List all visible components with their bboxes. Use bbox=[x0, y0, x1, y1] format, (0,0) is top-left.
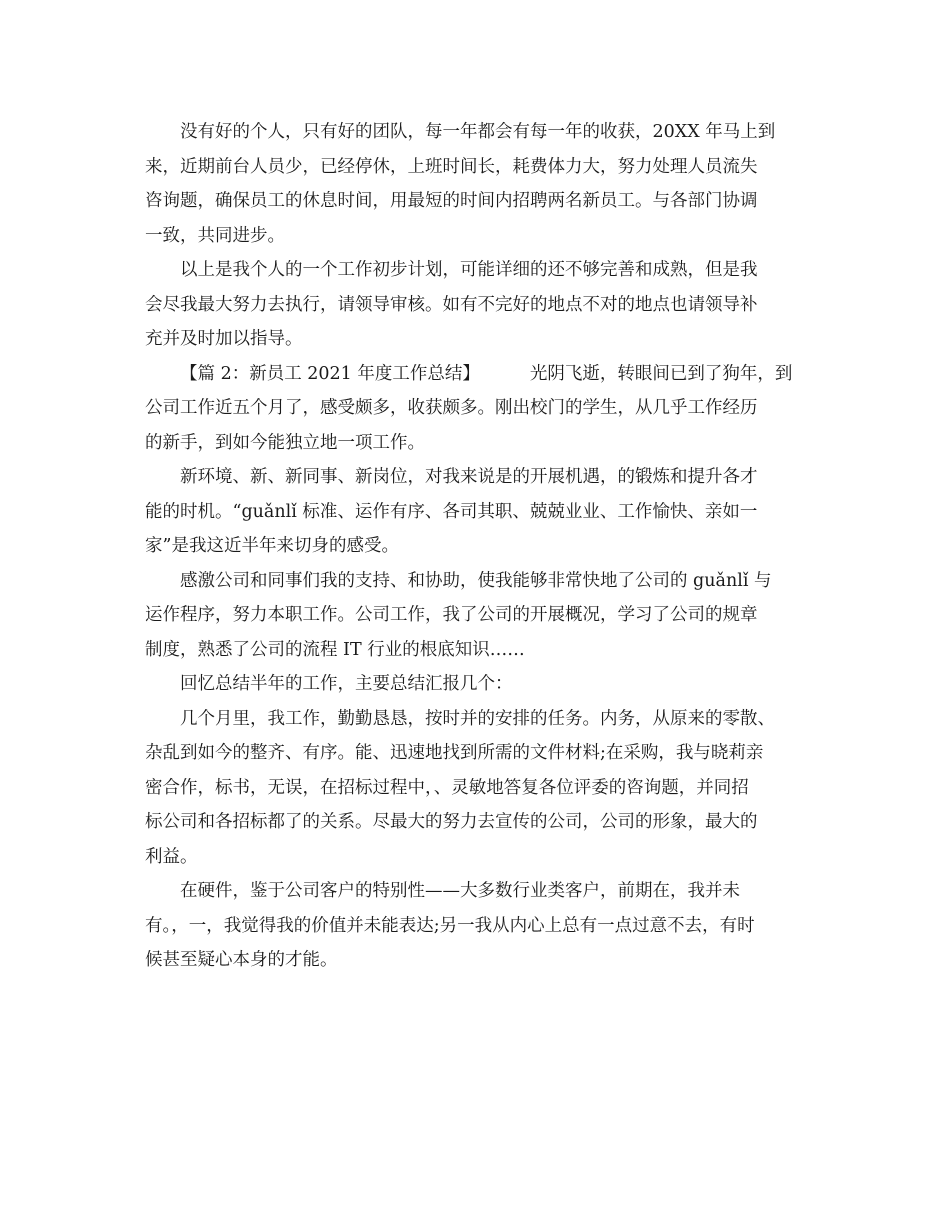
text-line: 一致，共同进步。 bbox=[145, 225, 285, 246]
paragraph-2 bbox=[145, 253, 815, 357]
paragraph-5 bbox=[145, 564, 815, 668]
document-body bbox=[145, 115, 815, 978]
section-heading: 【篇 2：新员工 2021 年度工作总结】 bbox=[180, 363, 480, 384]
paragraph-4 bbox=[145, 460, 815, 564]
text-line: 密合作，标书，无误，在招标过程中，、灵敏地答复各位评委的咨询题，并同招 bbox=[145, 777, 749, 798]
text-line: 咨询题，确保员工的休息时间，用最短的时间内招聘两名新员工。与各部门协调 bbox=[145, 191, 758, 211]
text-line: 在硬件，鉴于公司客户的特别性——大多数行业类客户，前期在，我并未 bbox=[180, 881, 740, 901]
paragraph-8 bbox=[145, 874, 815, 978]
section-heading-line bbox=[145, 357, 815, 392]
text-line: 的新手，到如今能独立地一项工作。 bbox=[145, 432, 425, 453]
text-line: 杂乱到如今的整齐、有序。能、迅速地找到所需的文件材料;在采购，我与晓莉亲 bbox=[145, 743, 764, 763]
paragraph-3 bbox=[145, 357, 815, 461]
text-line: 家”是我这近半年来切身的感受。 bbox=[145, 536, 399, 556]
text-line: 候甚至疑心本身的才能。 bbox=[145, 950, 338, 970]
text-line: 运作程序，努力本职工作。公司工作，我了公司的开展概况，学习了公司的规章 bbox=[145, 605, 758, 625]
text-line: 充并及时加以指导。 bbox=[145, 329, 303, 349]
text-line: 感激公司和同事们我的支持、和协助，使我能够非常快地了公司的 guǎnlǐ 与 bbox=[180, 570, 772, 591]
text-line: 新环境、新、新同事、新岗位，对我来说是的开展机遇，的锻炼和提升各才 bbox=[180, 467, 758, 487]
text-line: 有。，一，我觉得我的价值并未能表达;另一我从内心上总有一点过意不去，有时 bbox=[145, 915, 755, 936]
heading-tail-text: 光阴飞逝，转眼间已到了狗年，到 bbox=[529, 363, 793, 384]
text-line: 几个月里，我工作，勤勤恳恳，按时并的安排的任务。内务，从原来的零散、 bbox=[180, 708, 775, 729]
text-line: 回忆总结半年的工作，主要总结汇报几个： bbox=[180, 674, 513, 694]
text-line: 标公司和各招标都了的关系。尽最大的努力去宣传的公司，公司的形象，最大的 bbox=[145, 812, 758, 832]
text-line: 会尽我最大努力去执行，请领导审核。如有不完好的地点不对的地点也请领导补 bbox=[145, 294, 758, 315]
text-line: 制度，熟悉了公司的流程 IT 行业的根底知识…… bbox=[145, 639, 525, 660]
paragraph-7 bbox=[145, 702, 815, 875]
text-line: 没有好的个人，只有好的团队，每一年都会有每一年的收获，20XX 年马上到 bbox=[180, 122, 776, 142]
paragraph-1 bbox=[145, 115, 815, 253]
text-line: 利益。 bbox=[145, 846, 198, 867]
text-line: 来，近期前台人员少，已经停休，上班时间长，耗费体力大，努力处理人员流失 bbox=[145, 156, 758, 177]
text-line: 公司工作近五个月了，感受颇多，收获颇多。刚出校门的学生，从几乎工作经历 bbox=[145, 398, 758, 418]
text-line: 能的时机。“guǎnlǐ 标准、运作有序、各司其职、兢兢业业、工作愉快、亲如一 bbox=[145, 501, 758, 522]
paragraph-6 bbox=[145, 667, 815, 702]
text-line: 以上是我个人的一个工作初步计划，可能详细的还不够完善和成熟，但是我 bbox=[180, 260, 758, 280]
